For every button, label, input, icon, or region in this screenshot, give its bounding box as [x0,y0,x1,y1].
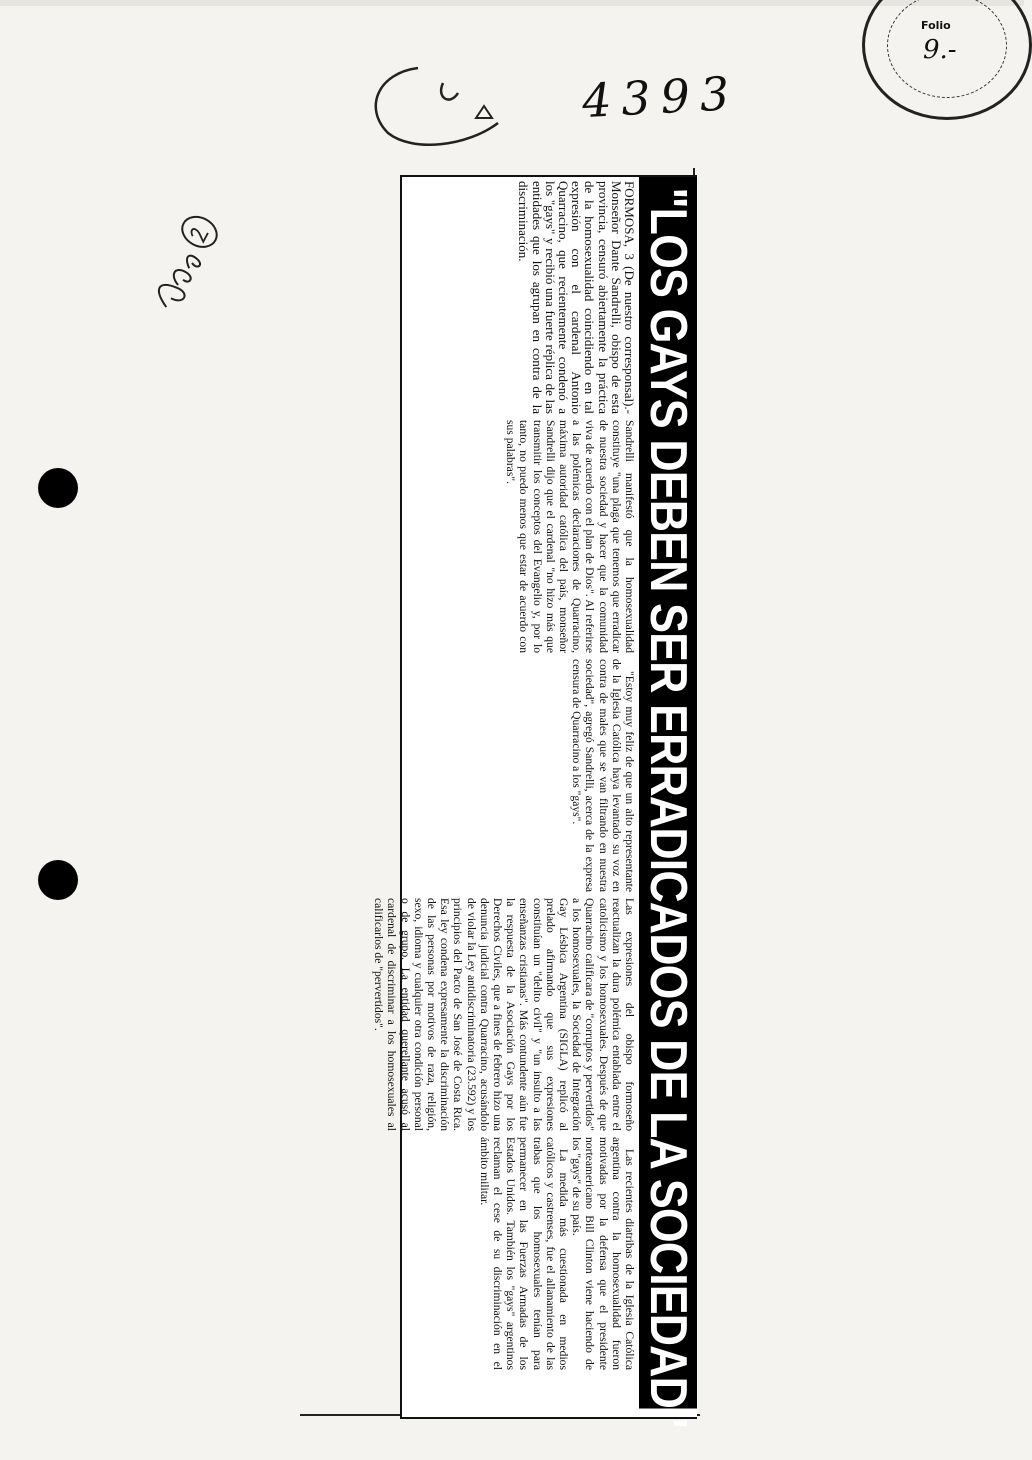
handwritten-margin-note [128,200,238,330]
clipping-rotated-content [372,177,697,1429]
article-paragraph: La medida más cuestionada en medios católicos y castrenses, fue el allanamiento de las trabas que los homosexuales tenían para permanecer en las Fuerzas Armadas de los Estados Unidos. También los "gays" argentinos reclaman el cese de su discriminación en el ámbito militar. [477,1137,570,1370]
punch-hole-bottom [38,860,78,900]
folio-stamp-number: 9.- [923,35,957,65]
handwritten-reference-number: 4393 [580,65,741,129]
punch-hole-top [38,468,78,508]
article-paragraph: "Estoy muy feliz de que un alto representante de la Iglesia Católica haya levantado su voz en contra de males que se van filtrando en nuestra sociedad", agregó Sandrelli, acerca de la expresa censura de Quarracino a los "gays". [570,659,636,892]
article-paragraph: FORMOSA, 3 (De nuestro corresponsal).- Monseñor Dante Sandrelli, obispo de esta provincia, censuró abiertamente la práctica de la homosexualidad coincidiendo en tal expresión con el cardenal Antonio Quarracino, que recientemente condenó a los "gays" y recibió una fuerte réplica de las entidades que los agrupan en contra de la discriminación. [516,181,637,414]
article-columns [372,177,639,1417]
folio-stamp [862,0,1032,120]
article-column-4 [372,898,636,1131]
handwritten-scribble [358,48,518,158]
article-column-1 [372,181,636,414]
article-paragraph: Las expresiones del obispo formoseño reactualizan la dura polémica entablada entre el catolicismo y los homosexuales. Después de que Quarracino calificara de "corruptos y pervertidos" a los homosexuales, la Sociedad de Integración Gay Lésbica Argentina (SIGLA) replicó al prelado afirmando que sus expresiones constituían un "delito civil" y "un insulto a las enseñanzas cristianas". Más contundente aún fue la respuesta de la Asociación Gays por los Derechos Civiles, que a fines de febrero hizo una denuncia judicial contra Quarracino, acusándolo de violar la Ley antidiscriminatoria (23.592) y los principios del Pacto de San José de Costa Rica. Esa ley condena expresamente la discriminación de las personas por motivos de raza, religión, sexo, idioma y cualquier otra condición personal o de grupo. La entidad querellante acusó al cardenal de discriminar a los homosexuales al calificarlos de "pervertidos". [372,898,636,1131]
article-headline: "LOS GAYS DEBEN SER ERRADICADOS DE LA SOCIEDAD" [639,177,697,1409]
newspaper-clipping [372,175,697,1429]
article-paragraph: Las recientes diatribas de la Iglesia Católica argentina contra la homosexualidad fueron motivadas por la defensa que el presidente norteamericano Bill Clinton viene haciendo de los "gays" de su país. [570,1137,636,1370]
folio-stamp-label: Folio [921,19,951,32]
scan-edge [0,0,1024,6]
article-paragraph: Sandrelli manifestó que la homosexualidad constituye "una plaga que tenemos que erradicar de nuestra sociedad y hacer que la comunidad viva de acuerdo con el plan de Dios". Al referirse a las polémicas declaraciones de Quarracino, máxima autoridad católica del país, monseñor Sandrelli dijo que el cardenal "no hizo más que transmitir los conceptos del Evangelio y, por lo tanto, no puedo menos que estar de acuerdo con sus palabras". [504,420,636,653]
article-column-5 [372,1137,636,1370]
article-column-2 [372,420,636,653]
article-column-3 [372,659,636,892]
